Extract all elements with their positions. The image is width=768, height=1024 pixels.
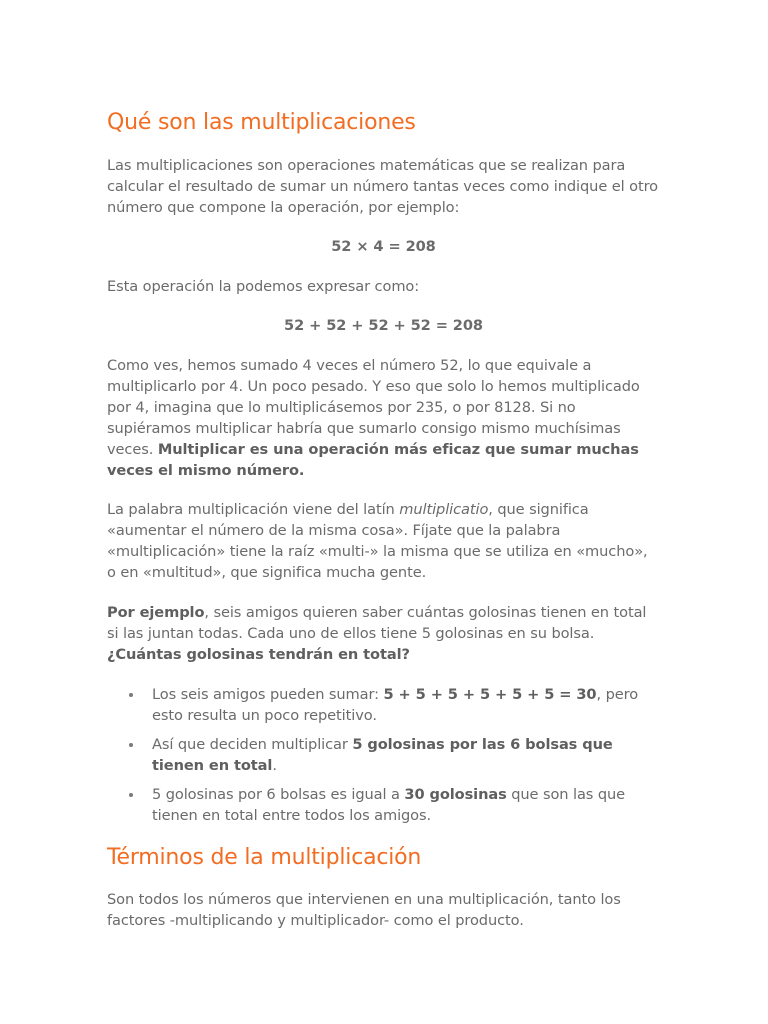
equation-sum: 52 + 52 + 52 + 52 = 208 (284, 317, 483, 334)
etymology-latin-word: multiplicatio (399, 501, 489, 518)
example-paragraph (107, 602, 660, 665)
list-item: 5 golosinas por 6 bolsas es igual a 30 golosinas que son las que tienen en total entre todos los amigos. (107, 784, 660, 826)
explanation-text: Como ves, hemos sumado 4 veces el número 52, lo que equivale a multiplicarlo por 4. Un poco pesado. Y eso que solo lo hemos multiplicado por 4, imagina que lo multiplicásemos por 235, o por 8128. Si no supiéramos multiplicar habría que sumarlo consigo mismo muchísimas veces. (107, 357, 640, 458)
equation-multiplication: 52 × 4 = 208 (331, 238, 436, 255)
intro-paragraph: Las multiplicaciones son operaciones matemáticas que se realizan para calcular el resultado de sumar un número tantas veces como indique el otro número que compone la operación, por ejemplo: (107, 157, 658, 216)
example-text: , seis amigos quieren saber cuántas golosinas tienen en total si las juntan todas. Cada uno de ellos tiene 5 golosinas en su bolsa. (107, 604, 647, 642)
bullet-icon (129, 743, 133, 747)
list-item: Los seis amigos pueden sumar: 5 + 5 + 5 + 5 + 5 + 5 = 30, pero esto resulta un poco repetitivo. (107, 684, 660, 726)
terms-paragraph: Son todos los números que intervienen en una multiplicación, tanto los factores -multiplicando y multiplicador- como el producto. (107, 891, 621, 929)
etymology-text-b: , que significa «aumentar el número de la misma cosa». Fíjate que la palabra «multiplicación» tiene la raíz «multi-» la misma que se utiliza en «mucho», o en «multitud», que significa mucha gente. (107, 501, 648, 581)
explanation-bold: Multiplicar es una operación más eficaz que sumar muchas veces el mismo número. (107, 441, 639, 479)
etymology-text-a: La palabra multiplicación viene del latín (107, 501, 400, 518)
example-question: ¿Cuántas golosinas tendrán en total? (107, 646, 410, 663)
explanation-paragraph (107, 355, 660, 481)
etymology-paragraph (107, 499, 660, 583)
bullet-icon (129, 793, 133, 797)
list-item: Así que deciden multiplicar 5 golosinas por las 6 bolsas que tienen en total. (107, 734, 660, 776)
bullet-icon (129, 693, 133, 697)
express-paragraph: Esta operación la podemos expresar como: (107, 278, 420, 295)
example-label: Por ejemplo (107, 604, 205, 621)
example-bullet-list (107, 684, 660, 834)
section-title-terminos: Términos de la multiplicación (107, 845, 422, 870)
section-title-que-son: Qué son las multiplicaciones (107, 110, 416, 135)
